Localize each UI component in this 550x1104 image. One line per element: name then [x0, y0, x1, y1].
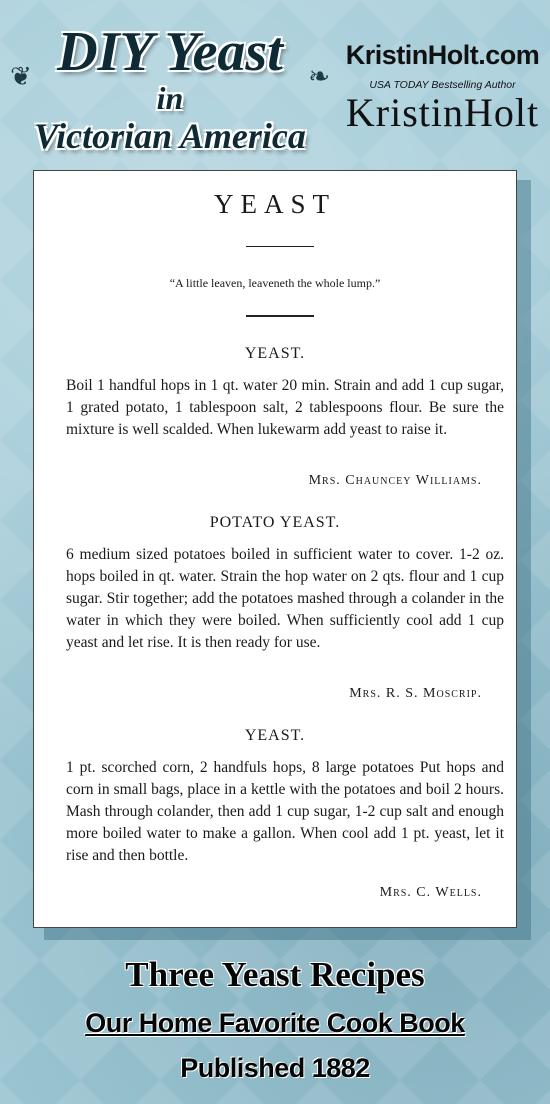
recipe-body: 6 medium sized potatoes boiled in sufficient water to cover. 1-2 oz. hops boiled in qt. water. Strain the hop water on 2 qts. flour and 1 cup sugar. Stir together; add the potatoes mashed through a colander in the water in which they were boiled. When sufficiently cool add 1 cup yeast and let rise. It is then ready for use.	[66, 546, 504, 651]
scroll-flourish-icon: ❧	[308, 62, 330, 92]
recipe-signature: Mrs. C. Wells.	[379, 885, 482, 900]
brand-title-line1: DIY Yeast	[57, 21, 283, 83]
title-graphic	[10, 10, 330, 160]
recipe-signature: Mrs. R. S. Moscrip.	[349, 686, 482, 701]
recipe-body: 1 pt. scorched corn, 2 handfuls hops, 8 large potatoes Put hops and corn in small bags, place in a kettle with the potatoes and boil 2 hours. Mash through colander, then add 1 cup sugar, 1-2 cup salt and enough more boiled water to make a gallon. When cool add 1 pt. yeast, let it rise and then bottle.	[66, 759, 504, 864]
recipe-title: POTATO YEAST.	[209, 514, 341, 531]
recipe-title: YEAST.	[244, 727, 306, 744]
source-book-link[interactable]: Our Home Favorite Cook Book	[85, 1008, 465, 1038]
recipe-body: Boil 1 handful hops in 1 qt. water 20 min. Strain and add 1 cup sugar, 1 grated potato, 1 tablespoon salt, 2 tablespoons flour. Be sure the mixture is well scalded. When lukewarm add yeast to raise it.	[66, 377, 504, 438]
footer-title: Three Yeast Recipes	[125, 955, 425, 994]
author-logo: KristinHolt	[345, 90, 540, 135]
epigraph-quote: “A little leaven, leaveneth the whole lump.”	[169, 276, 381, 290]
recipe-signature: Mrs. Chauncey Williams.	[308, 473, 482, 488]
recipe-title: YEAST.	[244, 345, 306, 362]
scroll-flourish-icon: ❦	[10, 62, 32, 92]
page-title: YEAST	[214, 189, 336, 219]
divider	[246, 246, 314, 247]
author-tagline: USA TODAY Bestselling Author	[369, 79, 516, 91]
publication-date: Published 1882	[180, 1053, 370, 1083]
brand-title-line2: in	[156, 80, 184, 116]
cookbook-page	[33, 170, 517, 928]
site-url[interactable]: KristinHolt.com	[345, 40, 540, 70]
divider	[246, 315, 314, 317]
author-branding	[340, 40, 545, 170]
brand-title-line3: Victorian America	[34, 116, 306, 156]
